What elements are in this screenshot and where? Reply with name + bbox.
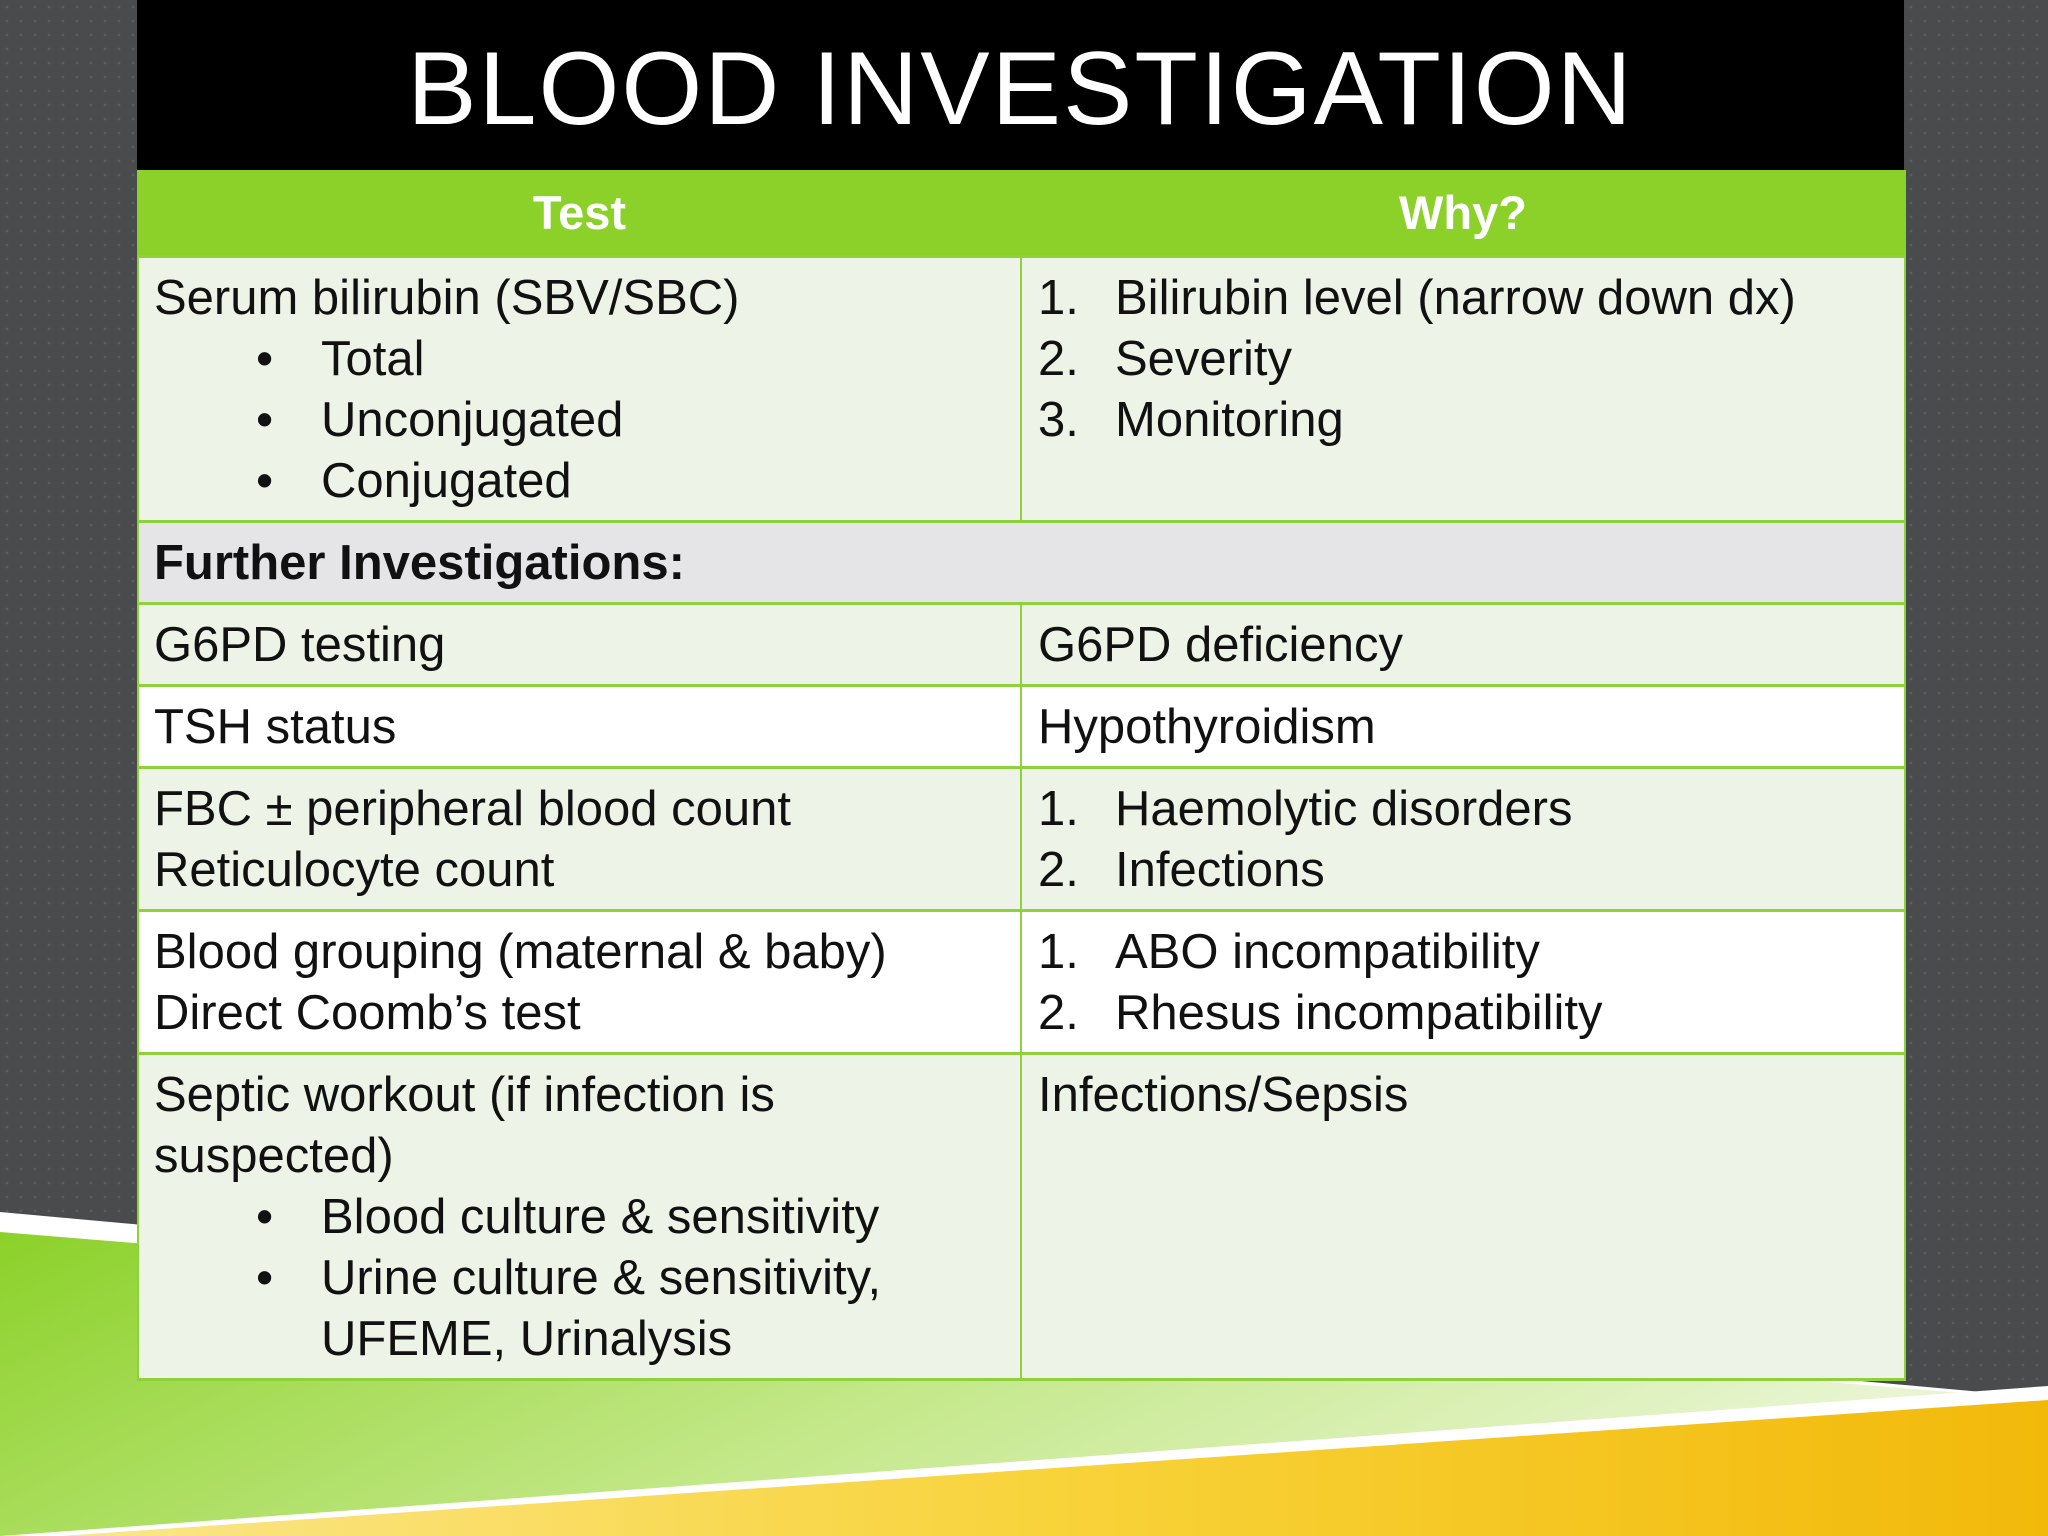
bullet-list <box>154 329 1004 512</box>
table-row-tsh <box>138 686 1905 768</box>
cell-test: FBC ± peripheral blood count Reticulocyte count <box>138 768 1021 911</box>
cell-why <box>1021 257 1905 522</box>
cell-test: Blood grouping (maternal & baby) Direct Coomb’s test <box>138 911 1021 1054</box>
table-row-fbc <box>138 768 1905 911</box>
table-row-serum-bilirubin <box>138 257 1905 522</box>
section-label: Further Investigations: <box>138 522 1905 604</box>
investigation-table <box>137 170 1906 1381</box>
header-test: Test <box>138 170 1021 257</box>
numbered-list <box>1038 779 1888 901</box>
cell-why: Infections/Sepsis <box>1021 1054 1905 1380</box>
numbered-list <box>1038 922 1888 1044</box>
header-why: Why? <box>1021 170 1905 257</box>
cell-why: Hypothyroidism <box>1021 686 1905 768</box>
cell-test <box>138 257 1021 522</box>
list-item: • Unconjugated <box>154 390 1004 451</box>
table-row-g6pd <box>138 604 1905 686</box>
bullet-marker: • <box>256 1251 274 1305</box>
title-bar <box>137 0 1904 170</box>
bullet-marker: • <box>256 454 274 508</box>
numbered-list <box>1038 268 1888 451</box>
slide <box>137 0 1904 1384</box>
list-item: • Urine culture & sensitivity, UFEME, Urinalysis <box>154 1248 1004 1370</box>
bullet-marker: • <box>256 332 274 386</box>
table-header-row <box>138 170 1905 257</box>
bullet-marker: • <box>256 1190 274 1244</box>
table-row-blood-grouping <box>138 911 1905 1054</box>
cell-why <box>1021 911 1905 1054</box>
list-item: • Blood culture & sensitivity <box>154 1187 1004 1248</box>
list-item: 1. Bilirubin level (narrow down dx) <box>1038 271 1796 325</box>
test-name: Serum bilirubin (SBV/SBC) <box>154 271 740 325</box>
cell-test: Septic workout (if infection is suspected) • Blood culture & sensitivity • Urine culture & sensitivity, UFEME, Urinalysis <box>138 1054 1021 1380</box>
list-item: 1. ABO incompatibility <box>1038 925 1540 979</box>
list-item: • Total <box>154 329 1004 390</box>
table-row-septic-workout <box>138 1054 1905 1380</box>
list-item: • Conjugated <box>154 451 1004 512</box>
list-item: 1. Haemolytic disorders <box>1038 782 1573 836</box>
cell-why <box>1021 768 1905 911</box>
list-item: 2. Infections <box>1038 843 1325 897</box>
table-row-further-investigations <box>138 522 1905 604</box>
bullet-list <box>154 1187 1004 1370</box>
list-item: 2. Rhesus incompatibility <box>1038 986 1603 1040</box>
bullet-marker: • <box>256 393 274 447</box>
page-title: BLOOD INVESTIGATION <box>407 31 1634 147</box>
list-item: 2. Severity <box>1038 332 1293 386</box>
cell-test: G6PD testing <box>138 604 1021 686</box>
list-item: 3. Monitoring <box>1038 393 1344 447</box>
cell-why: G6PD deficiency <box>1021 604 1905 686</box>
cell-test: TSH status <box>138 686 1021 768</box>
